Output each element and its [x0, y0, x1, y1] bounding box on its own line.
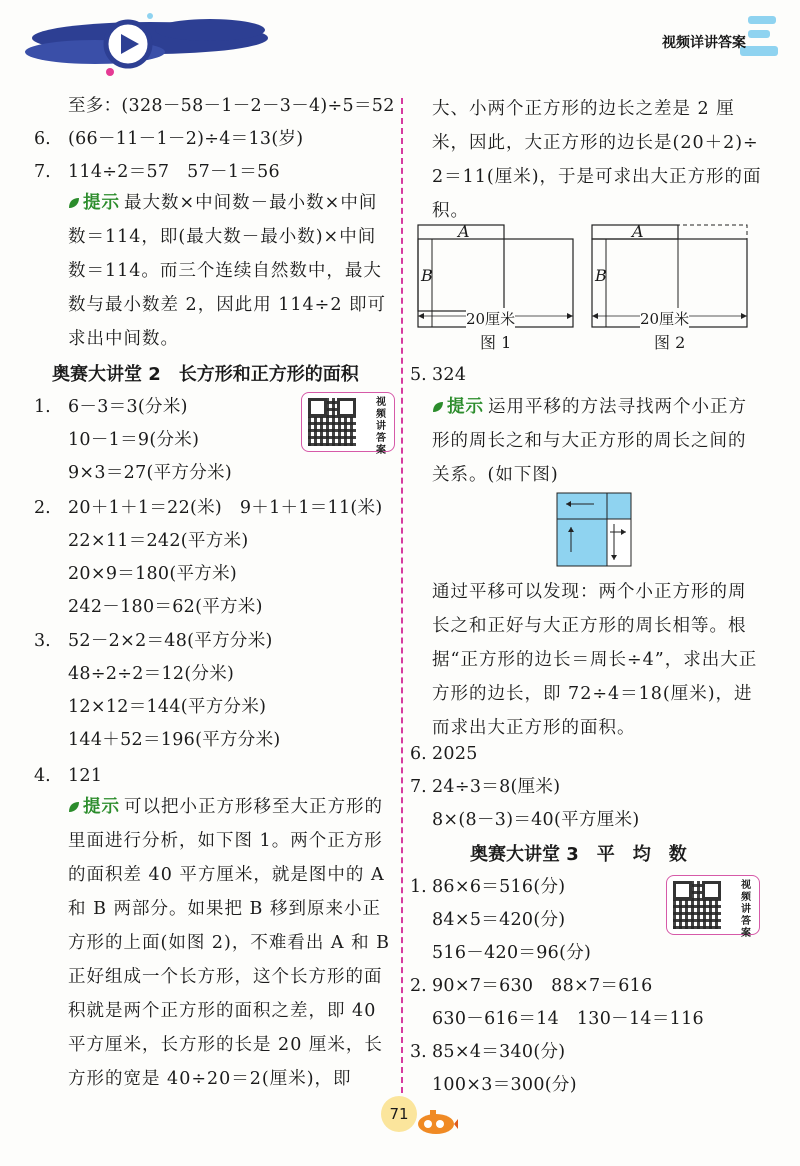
- b2-number: 2.: [410, 976, 427, 996]
- qr-code-card[interactable]: [301, 392, 395, 456]
- qr-code-icon: [673, 881, 721, 929]
- a5-answer: 324: [432, 365, 467, 385]
- qr-code-card[interactable]: [666, 875, 760, 939]
- hint-label: 提示: [83, 193, 120, 213]
- figure-2-caption: 图 2: [654, 333, 686, 352]
- leaf-icon: [68, 801, 80, 813]
- section-3-title: 奥赛大讲堂 3 平 均 数: [470, 844, 687, 865]
- translation-figure: [556, 492, 632, 568]
- a5-explanation: 通过平移可以发现：两个小正方形的周长之和正好与大正方形的周长相等。根据“正方形的边长＝周长÷4”，求出大正方形的边长，即 72÷4＝18(厘米)，进而求出大正方形的面积。: [432, 582, 758, 738]
- q7-answer: 114÷2＝57 57－1＝56: [68, 162, 280, 182]
- b2-line: 630－616＝14 130－14＝116: [432, 1009, 704, 1029]
- a5-hint: [432, 390, 762, 492]
- b3-line: 100×3＝300(分): [432, 1075, 577, 1095]
- leaf-icon: [432, 401, 444, 413]
- figure-1-dimension: 20厘米: [466, 310, 516, 328]
- q6-answer: (66－11－1－2)÷4＝13(岁): [68, 129, 304, 149]
- a1-line: 9×3＝27(平方分米): [68, 463, 232, 483]
- a7-line: 24÷3＝8(厘米): [432, 777, 561, 797]
- leaf-icon: [68, 197, 80, 209]
- a5-number: 5.: [410, 365, 427, 385]
- a3-line: 52－2×2＝48(平方分米): [68, 631, 273, 651]
- b1-number: 1.: [410, 877, 427, 897]
- figure-1-label-b: B: [421, 266, 433, 285]
- b1-line: 84×5＝420(分): [432, 910, 566, 930]
- a1-line: 10－1＝9(分米): [68, 430, 200, 450]
- b2-line: 90×7＝630 88×7＝616: [432, 976, 653, 996]
- column-divider: [401, 98, 403, 1093]
- a3-line: 48÷2÷2＝12(分米): [68, 664, 235, 684]
- a4-hint: [68, 790, 394, 1096]
- q7-number: 7.: [34, 162, 51, 182]
- hint-label: 提示: [447, 397, 484, 417]
- a2-line: 22×11＝242(平方米): [68, 531, 249, 551]
- q7-hint: [68, 186, 394, 356]
- b1-line: 516－420＝96(分): [432, 943, 592, 963]
- a4-answer: 121: [68, 766, 103, 786]
- header-banner: [0, 0, 800, 90]
- a1-line: 6－3＝3(分米): [68, 397, 188, 417]
- a3-number: 3.: [34, 631, 51, 651]
- a3-line: 12×12＝144(平方分米): [68, 697, 267, 717]
- figure-2-label-b: B: [595, 266, 607, 285]
- qr-label: 视频讲答案: [741, 880, 751, 939]
- a4-number: 4.: [34, 766, 51, 786]
- qr-code-icon: [308, 398, 356, 446]
- figure-2-dimension: 20厘米: [640, 310, 690, 328]
- page-number: 71: [381, 1096, 417, 1132]
- header-tag: 视频详讲答案: [662, 35, 746, 51]
- hint-label: 提示: [83, 797, 120, 817]
- q6-number: 6.: [34, 129, 51, 149]
- a1-number: 1.: [34, 397, 51, 417]
- a2-line: 20＋1＋1＝22(米) 9＋1＋1＝11(米): [68, 498, 383, 518]
- figure-1-label-a: A: [458, 222, 470, 241]
- a2-number: 2.: [34, 498, 51, 518]
- hint-text: 可以把小正方形移至大正方形的里面进行分析，如下图 1。两个正方形的面积差 40 平方厘米，就是图中的 A 和 B 两部分。如果把 B 移到原来小正方形的上面(如图 2)，不难看出 A 和 B 正好组成一个长方形，这个长方形的面积就是两个正方形的面积之差，即 40 平方厘米，长方形的长是 20 厘米，长方形的宽是 40÷20＝2(厘米)，即: [68, 797, 391, 1089]
- b1-line: 86×6＝516(分): [432, 877, 566, 897]
- hint-text: 最大数×中间数－最小数×中间数＝114，即(最大数－最小数)×中间数＝114。而三个连续自然数中，最大数与最小数差 2，因此用 114÷2 即可求出中间数。: [68, 193, 387, 349]
- a2-line: 242－180＝62(平方米): [68, 597, 263, 617]
- b3-line: 85×4＝340(分): [432, 1042, 566, 1062]
- a2-line: 20×9＝180(平方米): [68, 564, 238, 584]
- a4-hint-continued: 大、小两个正方形的边长之差是 2 厘米，因此，大正方形的边长是(20＋2)÷2＝11(厘米)，于是可求出大正方形的面积。: [432, 99, 762, 221]
- a6-answer: 2025: [432, 744, 478, 764]
- section-2-title: 奥赛大讲堂 2 长方形和正方形的面积: [52, 364, 359, 385]
- figure-1-caption: 图 1: [480, 333, 512, 352]
- hint-text: 运用平移的方法寻找两个小正方形的周长之和与大正方形的周长之间的关系。(如下图): [432, 397, 747, 485]
- a6-number: 6.: [410, 744, 427, 764]
- submarine-icon: [414, 1106, 458, 1138]
- qr-label: 视频讲答案: [376, 397, 386, 456]
- a7-line: 8×(8－3)＝40(平方厘米): [432, 810, 640, 830]
- figure-2-label-a: A: [632, 222, 644, 241]
- b3-number: 3.: [410, 1042, 427, 1062]
- a7-number: 7.: [410, 777, 427, 797]
- line-max: 至多：(328－58－1－2－3－4)÷5＝52: [68, 96, 395, 116]
- a3-line: 144＋52＝196(平方分米): [68, 730, 281, 750]
